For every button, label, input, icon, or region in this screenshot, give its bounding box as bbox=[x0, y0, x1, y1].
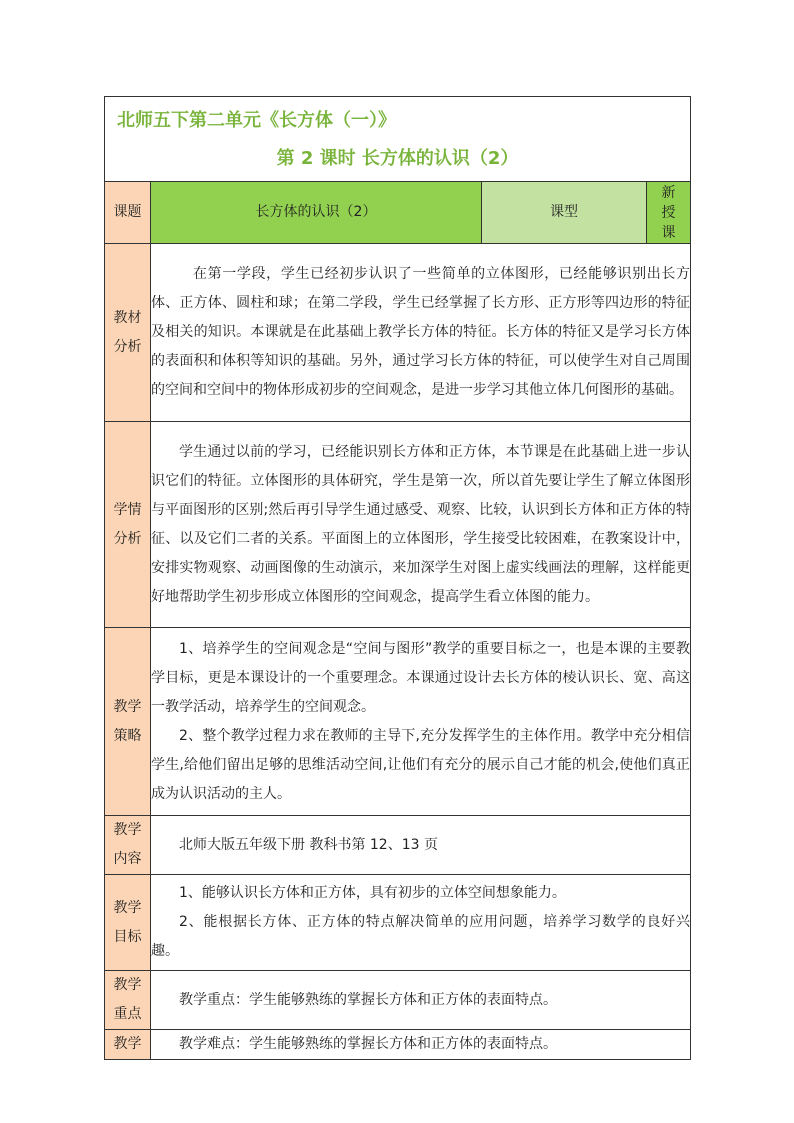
title-row bbox=[105, 97, 691, 182]
content-row bbox=[105, 816, 691, 875]
difficulty-label bbox=[105, 1030, 151, 1060]
label-line: 内容 bbox=[113, 851, 142, 867]
label-line: 目标 bbox=[113, 928, 142, 945]
label-line: 策略 bbox=[113, 727, 142, 744]
learner-analysis-label bbox=[105, 422, 151, 628]
learner-analysis-row bbox=[105, 422, 691, 628]
key-points-label bbox=[105, 971, 151, 1030]
lesson-plan-sheet bbox=[104, 96, 690, 1060]
strategy-label bbox=[105, 628, 151, 816]
lesson-type-label: 课型 bbox=[482, 182, 647, 244]
paragraph: 在第一学段，学生已经初步认识了一些简单的立体图形，已经能够识别出长方体、正方体、圆柱和球；在第二学段，学生已经掌握了长方形、正方形等四边形的特征及相关的知识。本课就是在此基础上教学长方体的特征。长方体的特征又是学习长方体的表面积和体积等知识的基础。另外，通过学习长方体的特征，可以使学生对自己周围的空间和空间中的物体形成初步的空间观念，是进一步学习其他立体几何图形的基础。 bbox=[151, 266, 690, 398]
lesson-type-char: 新 bbox=[661, 184, 676, 201]
strategy-text bbox=[151, 628, 691, 816]
textbook-analysis-row bbox=[105, 244, 691, 422]
label-line: 教学 bbox=[113, 899, 142, 916]
textbook-analysis-label bbox=[105, 244, 151, 422]
label-line: 教学 bbox=[113, 1036, 142, 1052]
content-label bbox=[105, 816, 151, 875]
key-points-row bbox=[105, 971, 691, 1030]
label-line: 分析 bbox=[113, 530, 142, 547]
topic-label: 课题 bbox=[105, 182, 151, 244]
paragraph: 学生通过以前的学习，已经能识别长方体和正方体，本节课是在此基础上进一步认识它们的特征。立体图形的具体研究，学生是第一次，所以首先要让学生了解立体图形与平面图形的区别;然后再引导学生通过感受、观察、比较，认识到长方体和正方体的特征、以及它们二者的关系。平面图上的立体图形，学生接受比较困难，在教案设计中，安排实物观察、动画图像的生动演示，来加深学生对图上虚实线画法的理解，这样能更好地帮助学生初步形成立体图形的空间观念，提高学生看立体图的能力。 bbox=[151, 443, 690, 605]
paragraph: 2、能根据长方体、正方体的特点解决简单的应用问题，培养学习数学的良好兴趣。 bbox=[151, 914, 690, 959]
paragraph: 2、整个教学过程力求在教师的主导下,充分发挥学生的主体作用。教学中充分相信学生,给他们留出足够的思维活动空间,让他们有充分的展示自己才能的机会,使他们真正成为认识活动的主人。 bbox=[151, 727, 690, 802]
lesson-type-char: 课 bbox=[661, 224, 676, 241]
label-line: 教学 bbox=[113, 822, 142, 838]
key-points-text: 教学重点：学生能够熟练的掌握长方体和正方体的表面特点。 bbox=[151, 971, 691, 1030]
goals-row bbox=[105, 875, 691, 971]
topic-value: 长方体的认识（2） bbox=[151, 182, 482, 244]
goals-text bbox=[151, 875, 691, 971]
document-title: 北师五下第二单元《长方体（一）》 bbox=[117, 110, 396, 131]
learner-analysis-text bbox=[151, 422, 691, 628]
lesson-plan-table bbox=[104, 96, 691, 1060]
lesson-subtitle: 第 2 课时 长方体的认识（2） bbox=[276, 148, 519, 169]
difficulty-row bbox=[105, 1030, 691, 1060]
label-line: 学情 bbox=[113, 501, 142, 518]
title-cell bbox=[105, 97, 691, 182]
lesson-type-char: 授 bbox=[661, 204, 676, 221]
content-text: 北师大版五年级下册 教科书第 12、13 页 bbox=[151, 816, 691, 875]
lesson-type-value bbox=[647, 182, 691, 244]
label-line: 教学 bbox=[113, 977, 142, 993]
label-line: 教材 bbox=[113, 309, 142, 326]
paragraph: 1、能够认识长方体和正方体，具有初步的立体空间想象能力。 bbox=[179, 885, 566, 901]
topic-row bbox=[105, 182, 691, 244]
difficulty-text: 教学难点：学生能够熟练的掌握长方体和正方体的表面特点。 bbox=[151, 1030, 691, 1060]
label-line: 教学 bbox=[113, 698, 142, 715]
paragraph: 1、培养学生的空间观念是“空间与图形”教学的重要目标之一，也是本课的主要教学目标，更是本课设计的一个重要理念。本课通过设计去长方体的棱认识长、宽、高这一教学活动，培养学生的空间观念。 bbox=[151, 640, 690, 715]
goals-label bbox=[105, 875, 151, 971]
strategy-row bbox=[105, 628, 691, 816]
label-line: 重点 bbox=[113, 1006, 142, 1022]
label-line: 分析 bbox=[113, 338, 142, 355]
textbook-analysis-text bbox=[151, 244, 691, 422]
